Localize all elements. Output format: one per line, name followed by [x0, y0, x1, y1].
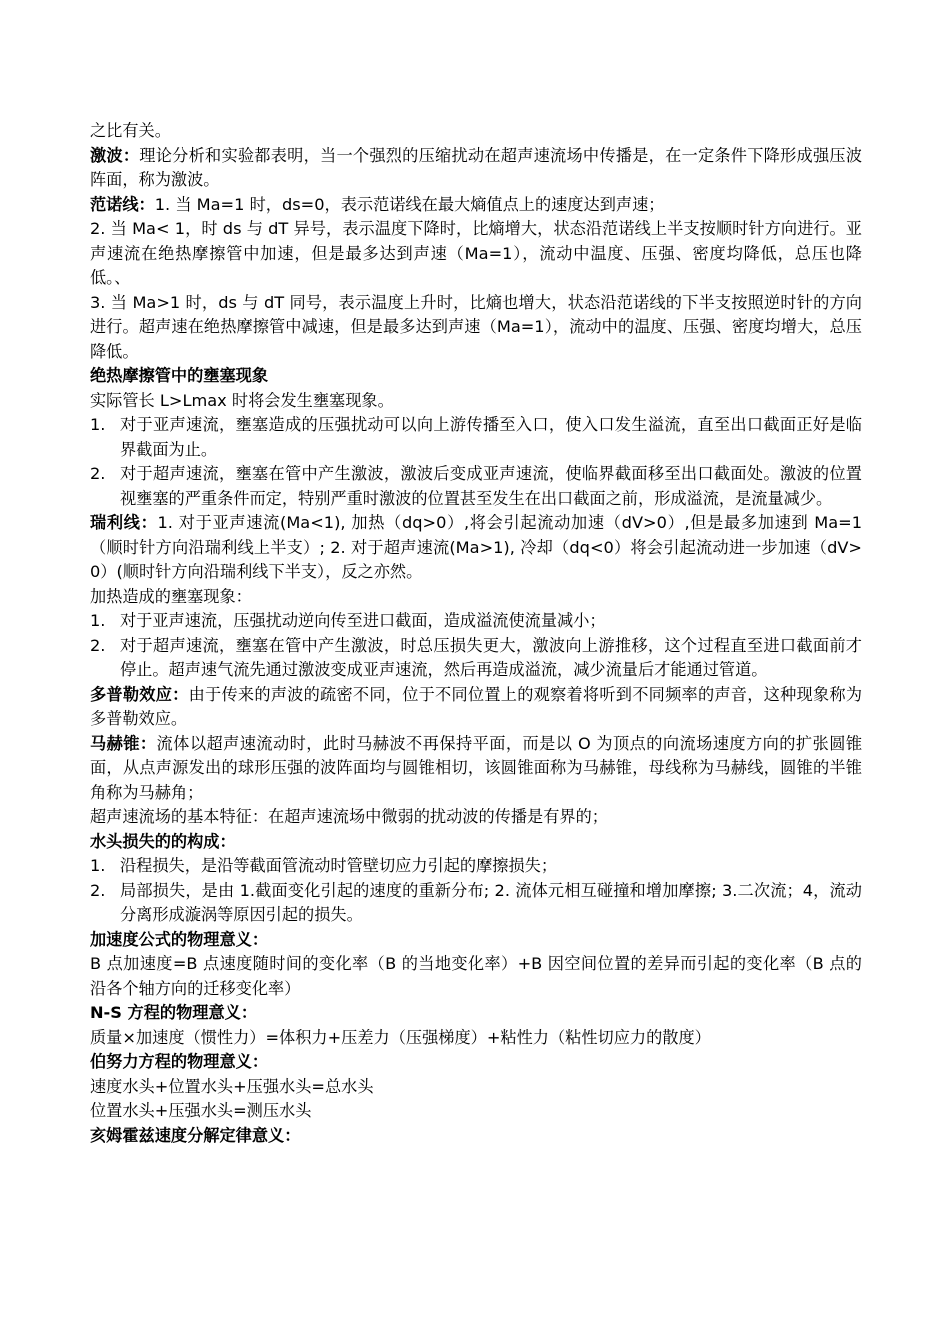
list-number: 2. — [90, 464, 106, 483]
paragraph: 实际管长 L>Lmax 时将会发生壅塞现象。 — [90, 390, 394, 410]
section-heading: 水头损失的的构成： — [90, 831, 236, 851]
numbered-list — [90, 609, 862, 683]
list-text: 局部损失，是由 1.截面变化引起的速度的重新分布; 2. 流体元相互碰撞和增加摩擦; 3.二次流；4，流动分离形成漩涡等原因引起的损失。 — [120, 880, 862, 924]
term-label: 马赫锥： — [90, 733, 157, 753]
section-heading: 伯努力方程的物理意义： — [90, 1052, 269, 1071]
numbered-list — [90, 854, 862, 928]
list-item — [90, 854, 862, 879]
paragraph: 位置水头+压强水头=测压水头 — [90, 1101, 312, 1120]
paragraph: B 点加速度=B 点速度随时间的变化率（B 的当地变化率）+B 因空间位置的差异而引起的变化率（B 点的沿各个轴方向的迁移变化率） — [90, 954, 862, 998]
list-item — [90, 413, 862, 462]
list-text: 对于超声速流，壅塞在管中产生激波，激波后变成亚声速流，使临界截面移至出口截面处。激波的位置视壅塞的严重条件而定，特别严重时激波的位置甚至发生在出口截面之前，形成溢流，是流量减少。 — [120, 464, 862, 508]
paragraph: 超声速流场的基本特征：在超声速流场中微弱的扰动波的传播是有界的； — [90, 807, 608, 826]
doppler-effect-definition — [90, 683, 862, 732]
list-text: 对于亚声速流，壅塞造成的压强扰动可以向上游传播至入口，使入口发生溢流，直至出口截面正好是临界截面为止。 — [120, 415, 862, 459]
list-number: 2. — [90, 635, 106, 655]
fanno-line-point-1 — [90, 193, 862, 218]
term-label: 激波： — [90, 145, 140, 165]
section-heading: 亥姆霍兹速度分解定律意义： — [90, 1125, 301, 1145]
definition-text: 1. 对于亚声速流(Ma<1), 加热（dq>0）,将会引起流动加速（dV>0）,但是最多加速到 Ma=1（顺时针方向沿瑞利线上半支）; 2. 对于超声速流(Ma>1), 冷却（dq<0）将会引起流动进一步加速（dV>0）(顺时针方向沿瑞利线下半支），反之亦然。 — [90, 513, 862, 581]
shockwave-definition — [90, 144, 862, 193]
numbered-list — [90, 413, 862, 511]
list-text: 对于超声速流，壅塞在管中产生激波，时总压损失更大，激波向上游推移，这个过程直至进口截面前才停止。超声速气流先通过激波变成亚声速流，然后再造成溢流，减少流量后才能通过管道。 — [120, 635, 862, 679]
term-label: 多普勒效应： — [90, 684, 189, 704]
document-page — [90, 119, 862, 1148]
term-label: 范诺线： — [90, 194, 155, 214]
paragraph: 之比有关。 — [90, 121, 171, 140]
definition-text: 流体以超声速流动时，此时马赫波不再保持平面，而是以 O 为顶点的向流场速度方向的扩张圆锥面，从点声源发出的球形压强的波阵面均与圆锥相切，该圆锥面称为马赫锥，母线称为马赫线，圆锥的半锥角称为马赫角； — [90, 733, 863, 802]
list-item — [90, 879, 862, 928]
definition-text: 1. 当 Ma=1 时，ds=0，表示范诺线在最大熵值点上的速度达到声速； — [154, 194, 665, 214]
term-label: 瑞利线： — [90, 513, 158, 532]
list-number: 2. — [90, 880, 106, 900]
list-number: 1. — [90, 856, 106, 875]
mach-cone-definition — [90, 732, 862, 806]
paragraph: 质量×加速度（惯性力）=体积力+压差力（压强梯度）+粘性力（粘性切应力的散度） — [90, 1027, 711, 1047]
fanno-line-point-3: 3. 当 Ma>1 时，ds 与 dT 同号，表示温度上升时，比熵也增大，状态沿范诺线的下半支按照逆时针的方向进行。超声速在绝热摩擦管中减速，但是最多达到声速（Ma=1），流动中的温度、压强、密度均增大，总压降低。 — [90, 292, 862, 361]
list-number: 1. — [90, 611, 106, 630]
list-text: 对于亚声速流，压强扰动逆向传至进口截面，造成溢流使流量减小； — [120, 611, 606, 630]
definition-text: 理论分析和实验都表明，当一个强烈的压缩扰动在超声速流场中传播是，在一定条件下降形成强压波阵面，称为激波。 — [90, 145, 863, 189]
paragraph: 速度水头+位置水头+压强水头=总水头 — [90, 1076, 374, 1096]
list-item — [90, 634, 862, 683]
list-number: 1. — [90, 415, 106, 434]
fanno-line-point-2: 2. 当 Ma< 1，时 ds 与 dT 异号，表示温度下降时，比熵增大，状态沿范诺线上半支按顺时针方向进行。亚声速流在绝热摩擦管中加速，但是最多达到声速（Ma=1），流动中温度、压强、密度均降低，总压也降低。、 — [90, 219, 862, 287]
definition-text: 由于传来的声波的疏密不同，位于不同位置上的观察着将听到不同频率的声音，这种现象称为多普勒效应。 — [90, 684, 863, 728]
rayleigh-line-definition — [90, 511, 862, 585]
list-text: 沿程损失，是沿等截面管流动时管壁切应力引起的摩擦损失； — [120, 856, 558, 875]
section-heading: 加速度公式的物理意义： — [90, 929, 269, 949]
section-heading: N-S 方程的物理意义： — [90, 1003, 258, 1022]
list-item — [90, 609, 862, 634]
section-heading: 绝热摩擦管中的壅塞现象 — [90, 366, 269, 385]
paragraph: 加热造成的壅塞现象： — [90, 586, 252, 606]
list-item — [90, 462, 862, 511]
